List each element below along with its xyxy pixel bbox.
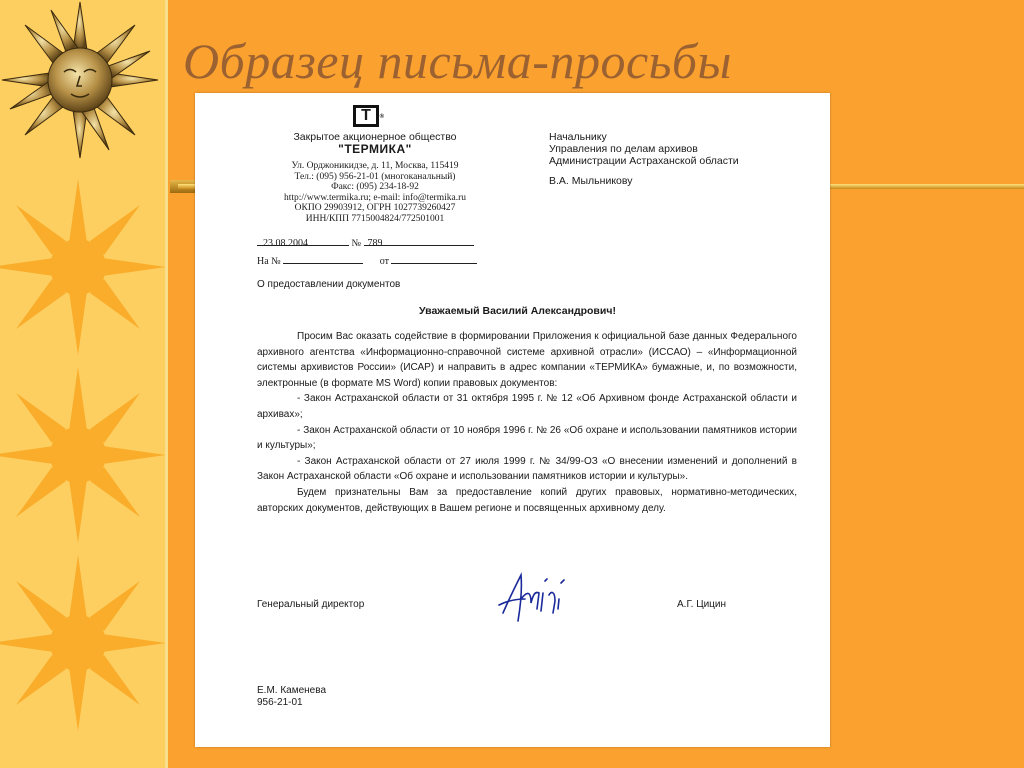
body-list-item: - Закон Астраханской области от 27 июля 1999 г. № 34/99-ОЗ «О внесении изменений и дополнений в Закон Астраханской области «Об охране и использовании памятников истории и культуры». bbox=[257, 455, 797, 483]
body-paragraph: Будем признательны Вам за предоставление копий других правовых, нормативно-методических, авторских документов, действующих в Вашем регионе и посвященных архивному делу. bbox=[257, 486, 797, 514]
letter-body bbox=[257, 329, 797, 516]
reference-label: На № bbox=[257, 256, 281, 267]
letter-date: 23.08.2004 bbox=[257, 235, 349, 246]
company-phone: Тел.: (095) 956-21-01 (многоканальный) bbox=[294, 171, 456, 182]
yellow-sun-icon bbox=[0, 548, 165, 738]
company-web: http://www.termika.ru; e-mail: info@termika.ru bbox=[284, 192, 466, 203]
reference-from-label: от bbox=[379, 256, 389, 267]
signature-icon bbox=[491, 569, 581, 629]
body-list-item: - Закон Астраханской области от 31 октября 1995 г. № 12 «Об Архивном фонде Астраханской области и архивах»; bbox=[257, 393, 797, 420]
recipient-block bbox=[549, 131, 739, 187]
company-okpo: ОКПО 29903912, ОГРН 1027739260427 bbox=[294, 203, 456, 213]
recipient-name: В.А. Мыльникову bbox=[549, 175, 633, 187]
letter-subject: О предоставлении документов bbox=[257, 279, 401, 290]
recipient-line: Администрации Астраханской области bbox=[549, 155, 739, 167]
metal-sun-face-icon bbox=[0, 0, 165, 165]
executor-phone: 956-21-01 bbox=[257, 697, 303, 708]
reference-date-blank bbox=[391, 252, 477, 264]
yellow-sun-icon bbox=[0, 360, 165, 550]
number-label: № bbox=[351, 238, 362, 249]
letter-document bbox=[195, 93, 830, 747]
salutation: Уважаемый Василий Александрович! bbox=[419, 305, 616, 317]
company-inn: ИНН/КПП 7715004824/772501001 bbox=[305, 213, 445, 224]
letter-number: 789 bbox=[364, 235, 474, 246]
signer-name: А.Г. Цицин bbox=[677, 599, 727, 610]
body-paragraph: Просим Вас оказать содействие в формировании Приложения к официальной базе данных Федерального архивного агентства «Информационно-справочной системе архивной отрасли» (ИССАО) – «Информационной системы архивистов России» (ИСАР) и направить в адрес компании «ТЕРМИКА» бумажные, и, по возможности, электронные (в формате MS Word) копии правовых документов: bbox=[257, 331, 797, 389]
slide-title: Образец письма-просьбы bbox=[183, 33, 732, 89]
yellow-sun-icon bbox=[0, 172, 165, 362]
sender-block bbox=[245, 131, 505, 224]
reference-number-blank bbox=[283, 252, 363, 264]
sidebar-divider bbox=[165, 0, 168, 768]
recipient-line: Начальнику bbox=[549, 131, 607, 143]
executor-name: Е.М. Каменева bbox=[257, 685, 327, 696]
company-name: "ТЕРМИКА" bbox=[338, 142, 412, 156]
company-address: Ул. Орджоникидзе, д. 11, Москва, 115419 bbox=[291, 161, 459, 171]
company-type: Закрытое акционерное общество bbox=[293, 131, 457, 143]
body-list-item: - Закон Астраханской области от 10 ноября 1996 г. № 26 «Об охране и использовании памятников истории и культуры»; bbox=[257, 424, 797, 452]
company-details bbox=[245, 161, 505, 224]
recipient-line: Управления по делам архивов bbox=[549, 143, 698, 155]
company-fax: Факс: (095) 234-18-92 bbox=[331, 182, 419, 192]
executor-block bbox=[257, 685, 326, 709]
signer-title: Генеральный директор bbox=[257, 599, 365, 610]
company-logo-icon: T ® bbox=[353, 105, 379, 127]
sidebar-decoration bbox=[0, 0, 165, 768]
letter-number-block bbox=[257, 235, 477, 270]
